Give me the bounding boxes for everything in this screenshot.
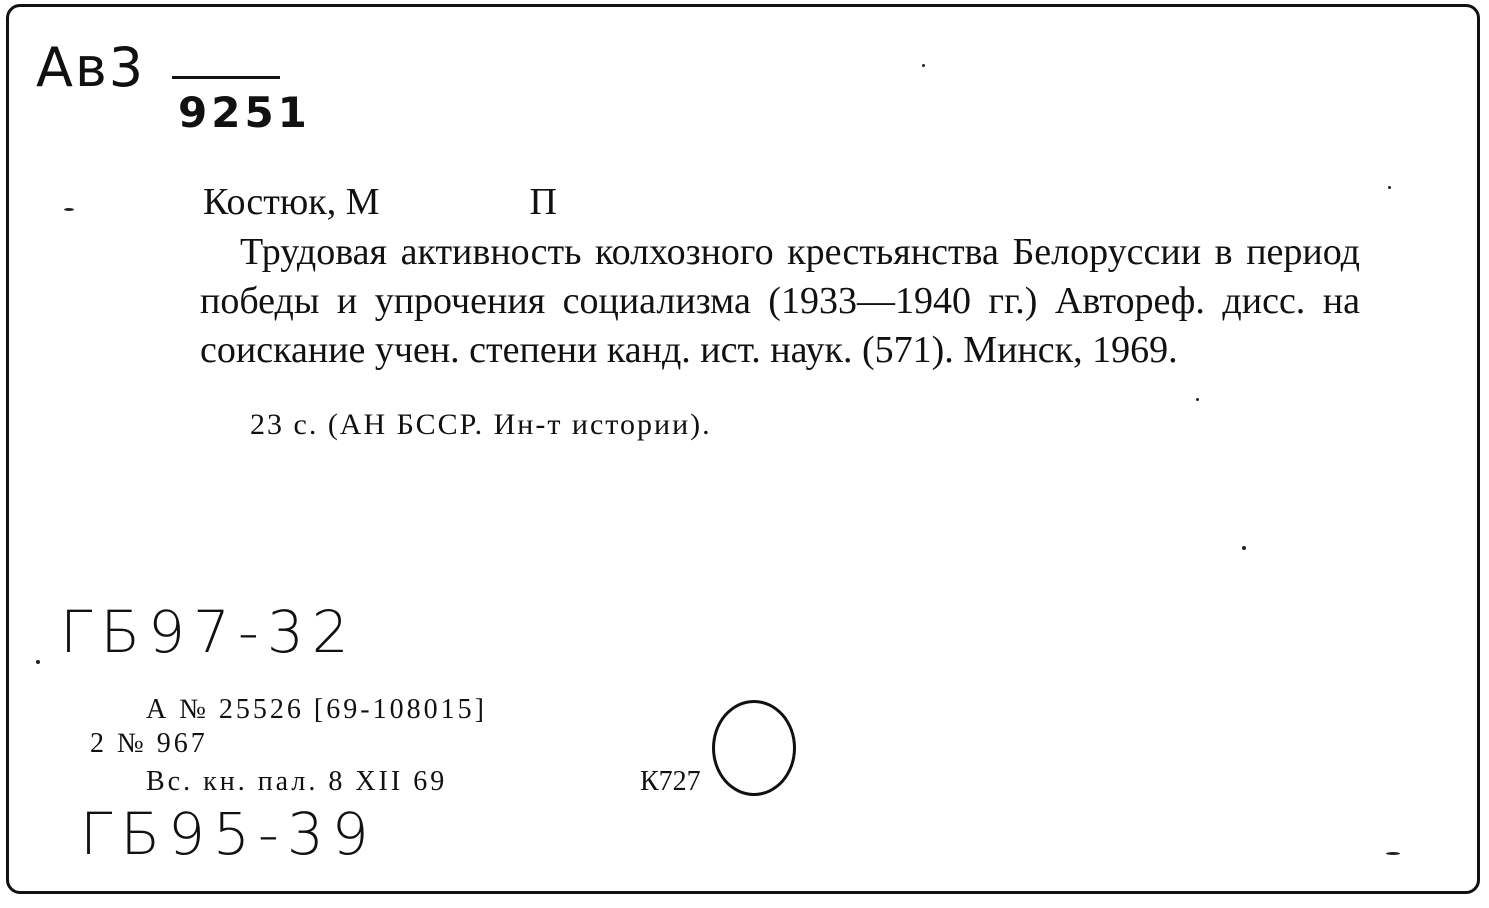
shelf-mark-rule xyxy=(172,76,280,79)
author-initial: П xyxy=(529,181,557,223)
scan-speck xyxy=(36,660,40,664)
call-number-1: ГБ97-32 xyxy=(60,598,357,666)
scan-speck xyxy=(1196,398,1199,401)
accession-line-1: А № 25526 [69-108015] xyxy=(146,694,487,725)
shelf-mark-prefix: Ав3 xyxy=(36,36,146,99)
physical-description: 23 с. (АН БССР. Ин-т истории). xyxy=(250,408,712,441)
scan-speck xyxy=(1242,546,1246,550)
bibliographic-description: Трудовая активность колхозного крестьянства Белоруссии в период победы и упрочения социализма (1933—1940 гг.) Автореф. дисс. на соискание учен. степени канд. ист. наук. (571). Минск, 1969. xyxy=(200,231,1360,371)
accession-code: К727 xyxy=(640,766,701,797)
call-number-2: ГБ95-39 xyxy=(80,800,377,868)
shelf-mark-number: 9251 xyxy=(178,88,311,137)
scan-speck xyxy=(922,64,925,67)
accession-line-3: Вс. кн. пал. 8 XII 69 xyxy=(146,766,448,797)
accession-line-2: 2 № 967 xyxy=(90,728,208,759)
scan-speck xyxy=(1388,186,1391,189)
stamp-oval xyxy=(712,700,796,796)
scan-speck xyxy=(64,208,74,211)
author-surname: Костюк, М xyxy=(203,181,380,223)
scan-speck xyxy=(1386,852,1400,855)
author-heading xyxy=(203,180,557,224)
